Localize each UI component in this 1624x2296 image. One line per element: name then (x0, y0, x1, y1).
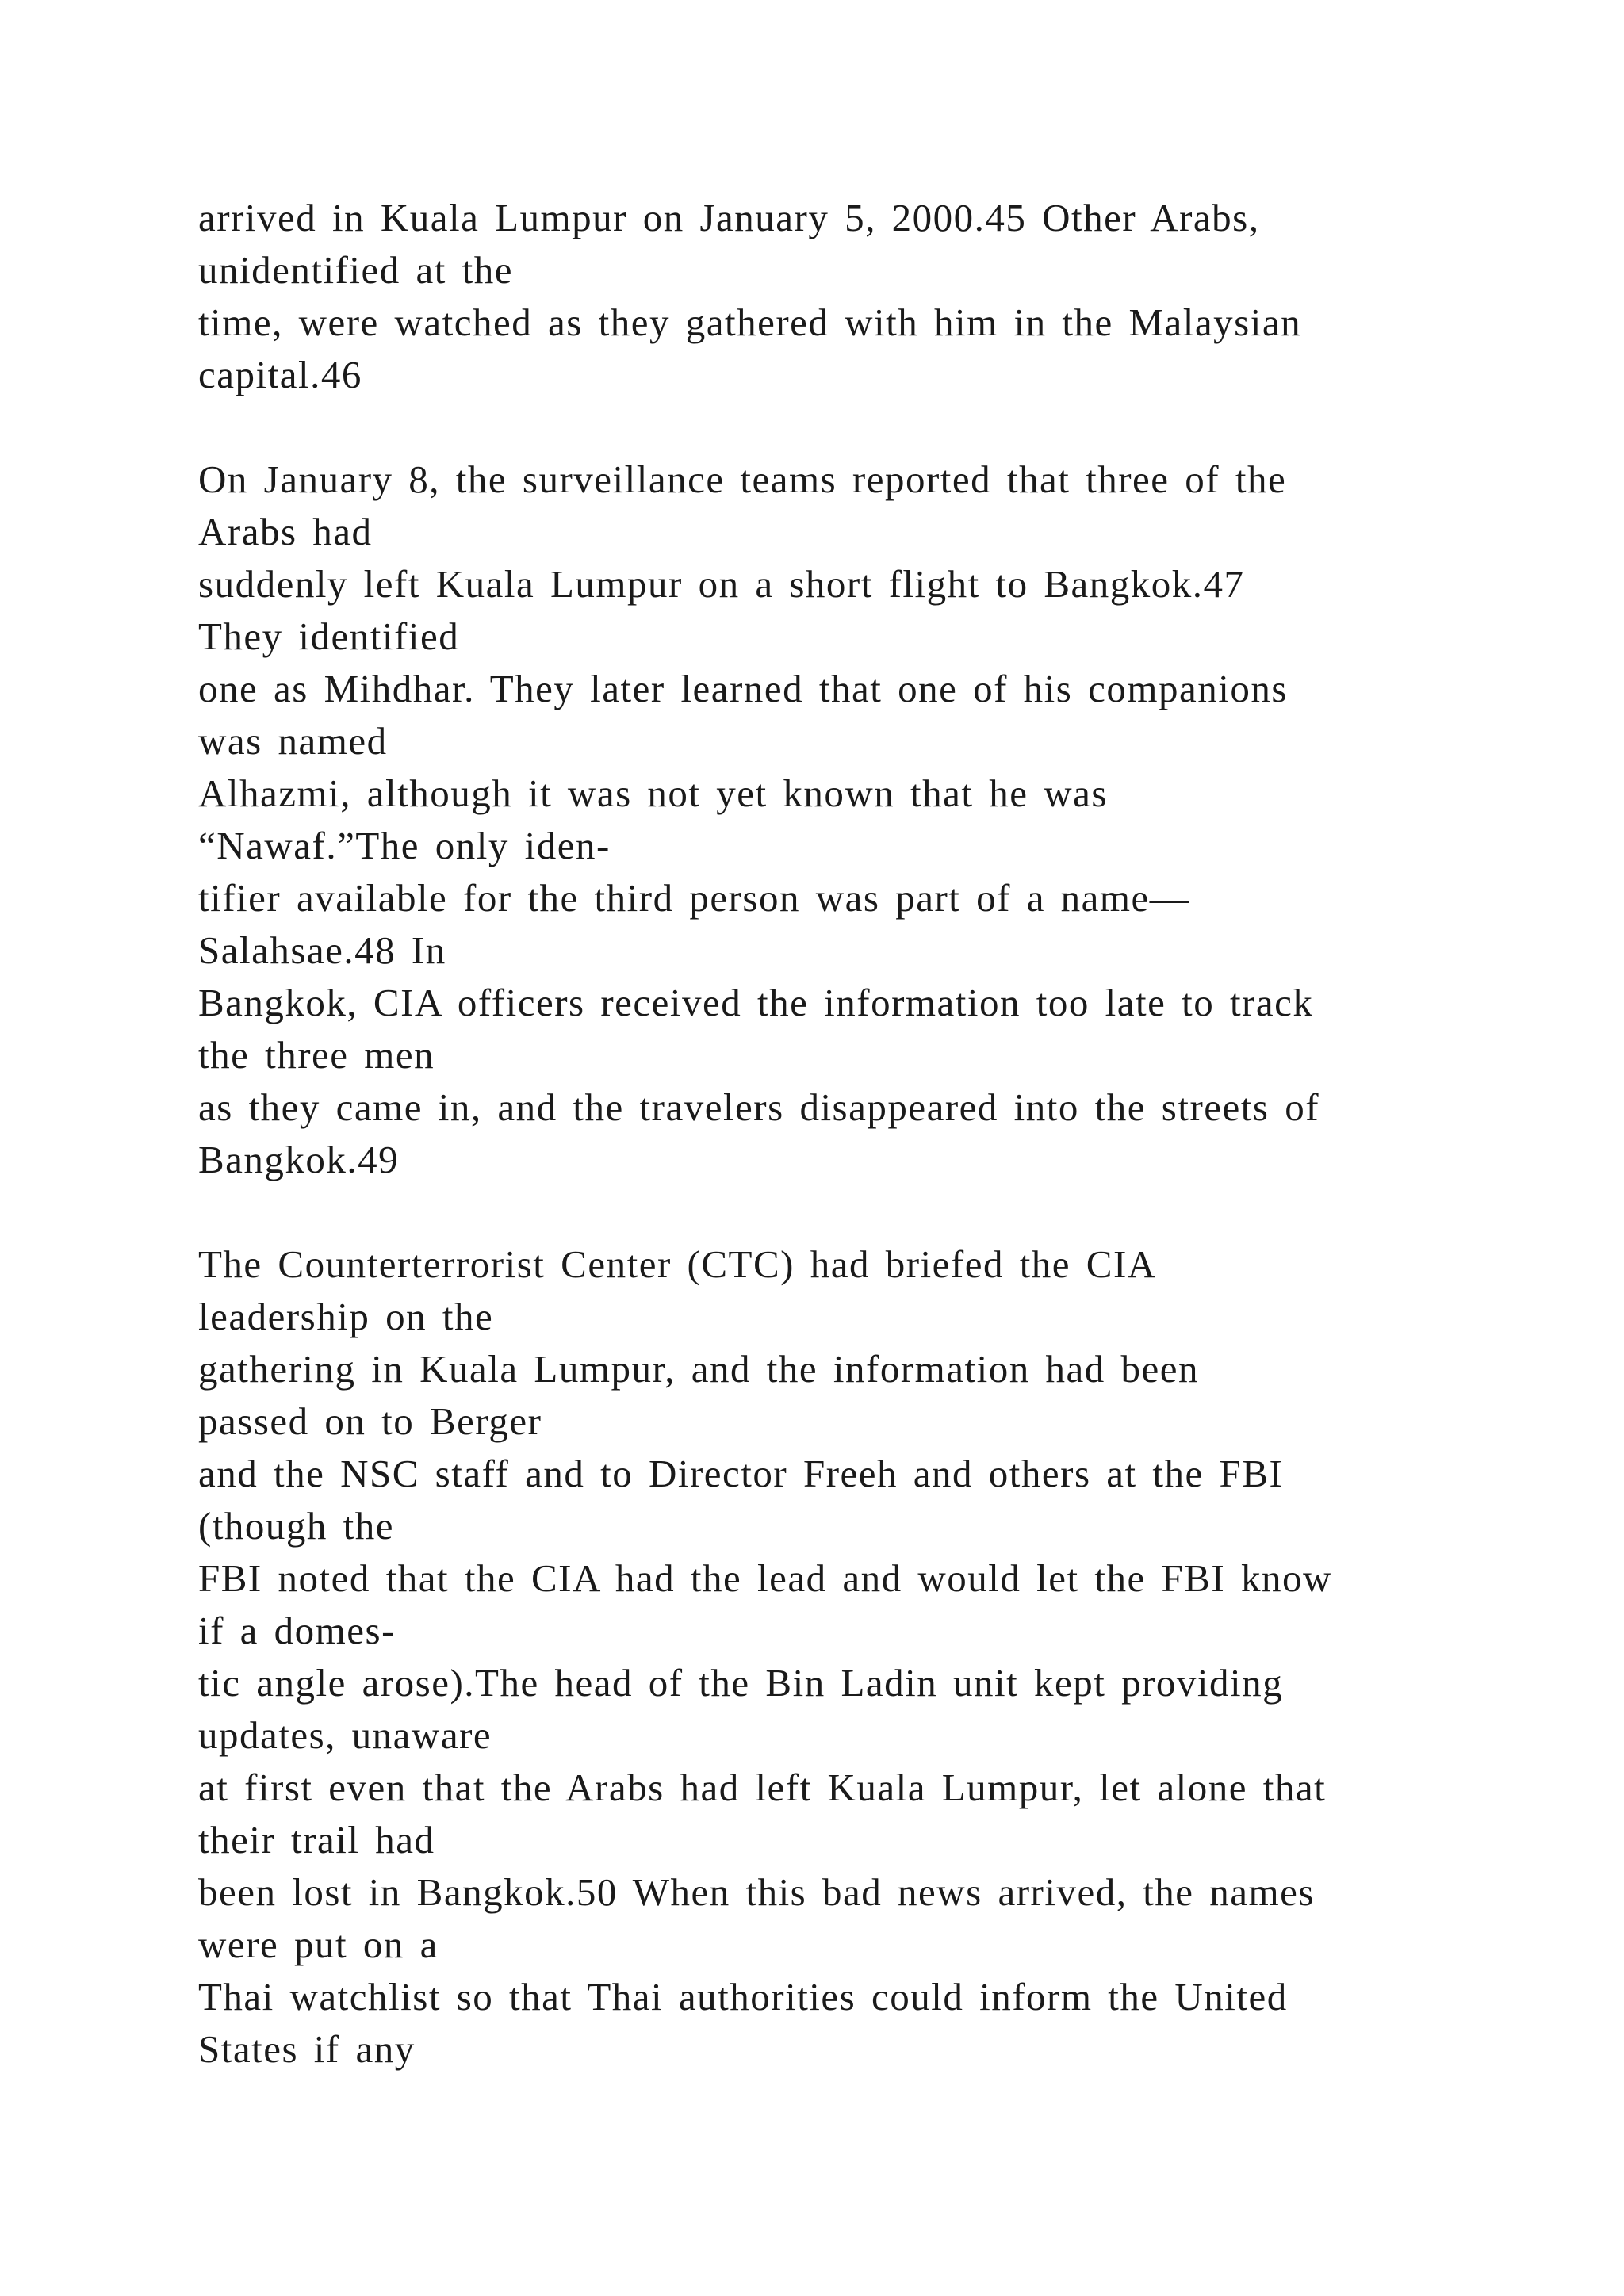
text-line: FBI noted that the CIA had the lead and would let the FBI know (198, 1556, 1332, 1600)
paragraph (198, 453, 1435, 1186)
text-line: Thai watchlist so that Thai authorities could inform the United (198, 1975, 1288, 2019)
paragraph-gap (198, 1186, 1435, 1238)
text-line: tic angle arose).The head of the Bin Ladin unit kept providing (198, 1661, 1284, 1705)
text-line: been lost in Bangkok.50 When this bad news arrived, the names (198, 1870, 1315, 1914)
text-line: was named (198, 719, 388, 763)
text-line: On January 8, the surveillance teams reported that three of the (198, 457, 1287, 501)
text-line: capital.46 (198, 353, 362, 396)
text-line: time, were watched as they gathered with him in the Malaysian (198, 300, 1302, 344)
text-line: as they came in, and the travelers disappeared into the streets of (198, 1085, 1320, 1129)
text-line: (though the (198, 1504, 395, 1548)
text-line: Alhazmi, although it was not yet known that he was (198, 771, 1108, 815)
text-line: suddenly left Kuala Lumpur on a short flight to Bangkok.47 (198, 562, 1245, 606)
text-line: Arabs had (198, 510, 373, 553)
text-line: Salahsae.48 In (198, 928, 446, 972)
document-body (198, 192, 1435, 2076)
paragraph (198, 1238, 1435, 2076)
text-line: arrived in Kuala Lumpur on January 5, 2000.45 Other Arabs, (198, 196, 1260, 239)
text-line: updates, unaware (198, 1713, 492, 1757)
text-line: and the NSC staff and to Director Freeh and others at the FBI (198, 1452, 1284, 1495)
text-line: “Nawaf.”The only iden- (198, 824, 611, 867)
text-line: leadership on the (198, 1295, 494, 1338)
text-line: gathering in Kuala Lumpur, and the information had been (198, 1347, 1199, 1391)
text-line: Bangkok.49 (198, 1138, 400, 1181)
text-line: their trail had (198, 1818, 435, 1862)
text-line: States if any (198, 2027, 416, 2071)
text-line: They identified (198, 614, 460, 658)
text-line: unidentified at the (198, 248, 513, 292)
text-line: one as Mihdhar. They later learned that one of his companions (198, 667, 1288, 710)
text-line: if a domes- (198, 1609, 396, 1652)
text-line: Bangkok, CIA officers received the information too late to track (198, 981, 1314, 1024)
text-line: passed on to Berger (198, 1399, 542, 1443)
paragraph-gap (198, 401, 1435, 453)
text-line: tifier available for the third person was part of a name— (198, 876, 1190, 920)
text-line: at first even that the Arabs had left Kuala Lumpur, let alone that (198, 1766, 1327, 1809)
text-line: the three men (198, 1033, 435, 1077)
text-line: The Counterterrorist Center (CTC) had briefed the CIA (198, 1242, 1157, 1286)
text-line: were put on a (198, 1923, 439, 1966)
paragraph (198, 192, 1435, 401)
